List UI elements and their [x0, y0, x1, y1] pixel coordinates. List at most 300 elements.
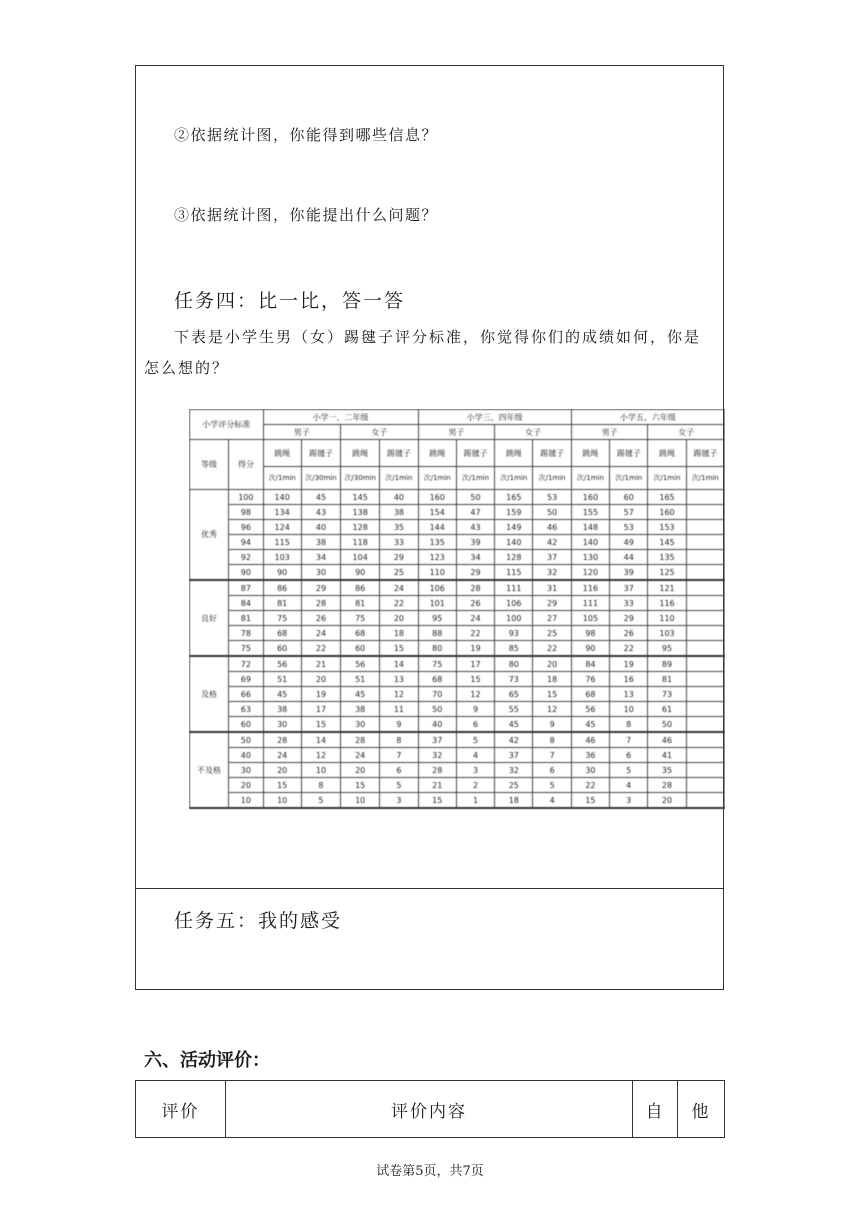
- standard-value: 120: [571, 565, 609, 581]
- standard-value: 103: [263, 550, 301, 565]
- standard-value: 9: [456, 702, 494, 717]
- standard-value: 18: [495, 793, 533, 809]
- score-row: [190, 778, 725, 793]
- score-value: 87: [229, 580, 263, 596]
- eval-header-label: 评价: [136, 1081, 226, 1138]
- score-value: 94: [229, 535, 263, 550]
- standard-value: 128: [495, 550, 533, 565]
- standard-value: 55: [495, 702, 533, 717]
- standard-value: 106: [495, 596, 533, 611]
- standard-value: 6: [380, 763, 418, 778]
- standard-value: 50: [456, 490, 494, 505]
- standard-value: [686, 626, 724, 641]
- standard-value: 20: [341, 763, 380, 778]
- level-name: 不及格: [190, 732, 229, 808]
- standard-value: 50: [648, 717, 686, 733]
- standard-value: 30: [301, 565, 340, 581]
- standard-value: [686, 702, 724, 717]
- standard-value: 42: [495, 732, 533, 748]
- standard-value: 21: [301, 656, 340, 672]
- standard-value: 32: [418, 748, 456, 763]
- standard-value: 118: [341, 535, 380, 550]
- score-row: [190, 505, 725, 520]
- score-value: 84: [229, 596, 263, 611]
- standard-value: 27: [533, 611, 571, 626]
- gender-header: 女子: [495, 425, 572, 440]
- score-row: [190, 580, 725, 596]
- score-header: 得分: [229, 440, 263, 490]
- score-row: [190, 687, 725, 702]
- standard-value: [686, 748, 724, 763]
- item-header: 踢毽子: [533, 440, 571, 467]
- standard-value: [686, 732, 724, 748]
- score-row: [190, 535, 725, 550]
- score-value: 50: [229, 732, 263, 748]
- standard-value: 40: [380, 490, 418, 505]
- standard-value: 25: [380, 565, 418, 581]
- standard-value: 20: [648, 793, 686, 809]
- standard-value: 56: [341, 656, 380, 672]
- score-value: 40: [229, 748, 263, 763]
- standard-value: 80: [418, 641, 456, 657]
- evaluation-header-row: [136, 1081, 725, 1138]
- unit-header: 次/1min: [533, 467, 571, 490]
- standard-value: 65: [495, 687, 533, 702]
- score-row: [190, 672, 725, 687]
- standard-value: 12: [533, 702, 571, 717]
- standard-value: 29: [610, 611, 648, 626]
- standard-value: 15: [571, 793, 609, 809]
- standard-value: 22: [533, 641, 571, 657]
- standard-value: 85: [495, 641, 533, 657]
- standard-value: 144: [418, 520, 456, 535]
- standard-value: 60: [610, 490, 648, 505]
- score-row: [190, 596, 725, 611]
- item-header: 跳绳: [341, 440, 380, 467]
- standard-value: 36: [571, 748, 609, 763]
- standard-value: 148: [571, 520, 609, 535]
- score-value: 60: [229, 717, 263, 733]
- item-header: 踢毽子: [686, 440, 724, 467]
- task4-title: 任务四：比一比，答一答: [174, 290, 406, 312]
- standard-value: 12: [301, 748, 340, 763]
- score-value: 66: [229, 687, 263, 702]
- standard-value: 28: [341, 732, 380, 748]
- standard-value: 90: [341, 565, 380, 581]
- standard-value: [686, 717, 724, 733]
- standard-value: 22: [301, 641, 340, 657]
- standard-value: 154: [418, 505, 456, 520]
- standard-value: 123: [418, 550, 456, 565]
- standard-value: [686, 520, 724, 535]
- standard-value: 41: [648, 748, 686, 763]
- standard-value: 40: [301, 520, 340, 535]
- standard-value: 81: [648, 672, 686, 687]
- standard-value: [686, 656, 724, 672]
- gender-header: 女子: [341, 425, 419, 440]
- standard-value: 37: [610, 580, 648, 596]
- standard-value: 104: [341, 550, 380, 565]
- score-value: 10: [229, 793, 263, 809]
- standard-value: 124: [263, 520, 301, 535]
- standard-value: [686, 611, 724, 626]
- standard-value: 125: [648, 565, 686, 581]
- standard-value: 45: [341, 687, 380, 702]
- standard-value: 135: [418, 535, 456, 550]
- standard-value: 15: [301, 717, 340, 733]
- standard-value: 9: [533, 717, 571, 733]
- standard-value: 111: [495, 580, 533, 596]
- gender-header: 女子: [648, 425, 725, 440]
- score-header-row: [190, 410, 725, 425]
- standard-value: 7: [610, 732, 648, 748]
- score-row: [190, 641, 725, 657]
- standard-value: 28: [301, 596, 340, 611]
- grade-group-header: 小学一、二年级: [263, 410, 418, 425]
- standard-value: 165: [648, 490, 686, 505]
- standard-value: 106: [418, 580, 456, 596]
- unit-header: 次/1min: [456, 467, 494, 490]
- standard-value: 30: [341, 717, 380, 733]
- standard-value: [686, 550, 724, 565]
- standard-value: 57: [610, 505, 648, 520]
- unit-header: 次/1min: [686, 467, 724, 490]
- standard-value: 165: [495, 490, 533, 505]
- standard-value: 5: [456, 732, 494, 748]
- unit-header: 次/30min: [301, 467, 340, 490]
- standard-value: 101: [418, 596, 456, 611]
- standard-value: 84: [571, 656, 609, 672]
- standard-value: [686, 641, 724, 657]
- standard-value: 47: [456, 505, 494, 520]
- standard-value: [686, 793, 724, 809]
- standard-value: 38: [301, 535, 340, 550]
- score-row: [190, 490, 725, 505]
- standard-value: 88: [418, 626, 456, 641]
- standard-value: 160: [571, 490, 609, 505]
- standard-value: 10: [263, 793, 301, 809]
- standard-value: 138: [341, 505, 380, 520]
- standard-value: 35: [380, 520, 418, 535]
- standard-value: 7: [533, 748, 571, 763]
- standard-value: 68: [571, 687, 609, 702]
- standard-value: 31: [533, 580, 571, 596]
- question-2: ②依据统计图，你能得到哪些信息？: [174, 126, 439, 144]
- standard-value: [686, 687, 724, 702]
- standard-value: 80: [495, 656, 533, 672]
- standard-value: 155: [571, 505, 609, 520]
- eval-header-self: 自: [633, 1081, 678, 1138]
- standard-value: 45: [495, 717, 533, 733]
- unit-header: 次/1min: [648, 467, 686, 490]
- standard-value: [686, 565, 724, 581]
- standard-value: 34: [301, 550, 340, 565]
- standard-value: 70: [418, 687, 456, 702]
- standard-value: 1: [456, 793, 494, 809]
- standard-value: 53: [610, 520, 648, 535]
- standard-value: 10: [610, 702, 648, 717]
- standard-value: 18: [380, 626, 418, 641]
- standard-value: 37: [495, 748, 533, 763]
- unit-header: 次/1min: [610, 467, 648, 490]
- standard-value: 3: [380, 793, 418, 809]
- item-header: 踢毽子: [380, 440, 418, 467]
- standard-value: 110: [648, 611, 686, 626]
- standard-value: 28: [418, 763, 456, 778]
- standard-value: 20: [533, 656, 571, 672]
- level-name: 及格: [190, 656, 229, 732]
- standard-value: 19: [301, 687, 340, 702]
- score-value: 90: [229, 565, 263, 581]
- standard-value: 49: [610, 535, 648, 550]
- standard-value: 38: [263, 702, 301, 717]
- score-value: 69: [229, 672, 263, 687]
- standard-value: 153: [648, 520, 686, 535]
- score-row: [190, 565, 725, 581]
- standard-value: 20: [263, 763, 301, 778]
- gender-header: 男子: [418, 425, 495, 440]
- standard-value: [686, 596, 724, 611]
- standard-value: 33: [380, 535, 418, 550]
- standard-value: 140: [263, 490, 301, 505]
- standard-value: 134: [263, 505, 301, 520]
- eval-header-content: 评价内容: [225, 1081, 632, 1138]
- standard-value: 16: [610, 672, 648, 687]
- standard-value: 14: [380, 656, 418, 672]
- standard-value: 90: [571, 641, 609, 657]
- standard-value: 45: [263, 687, 301, 702]
- standard-value: 3: [610, 793, 648, 809]
- standard-value: 128: [341, 520, 380, 535]
- standard-value: 17: [301, 702, 340, 717]
- score-value: 100: [229, 490, 263, 505]
- standard-value: 56: [571, 702, 609, 717]
- standard-value: [686, 763, 724, 778]
- item-header: 跳绳: [418, 440, 456, 467]
- standard-value: 19: [610, 656, 648, 672]
- standard-value: 11: [380, 702, 418, 717]
- standard-value: 75: [418, 656, 456, 672]
- standard-value: 135: [648, 550, 686, 565]
- standard-value: [686, 580, 724, 596]
- score-value: 20: [229, 778, 263, 793]
- standard-value: 111: [571, 596, 609, 611]
- standard-value: 73: [495, 672, 533, 687]
- standard-value: 116: [648, 596, 686, 611]
- score-row: [190, 611, 725, 626]
- standard-value: 159: [495, 505, 533, 520]
- standard-value: 12: [380, 687, 418, 702]
- standard-value: 50: [418, 702, 456, 717]
- item-header: 踢毽子: [610, 440, 648, 467]
- standard-value: 29: [301, 580, 340, 596]
- standard-value: 25: [495, 778, 533, 793]
- standard-value: 60: [341, 641, 380, 657]
- standard-value: 29: [533, 596, 571, 611]
- standard-value: 53: [533, 490, 571, 505]
- standard-value: 145: [648, 535, 686, 550]
- standard-value: 95: [418, 611, 456, 626]
- standard-value: 89: [648, 656, 686, 672]
- standard-value: 86: [263, 580, 301, 596]
- eval-header-other: 他: [678, 1081, 725, 1138]
- standard-value: [686, 490, 724, 505]
- standard-value: 5: [610, 763, 648, 778]
- unit-header: 次/1min: [380, 467, 418, 490]
- standard-value: 86: [341, 580, 380, 596]
- standard-value: 2: [456, 778, 494, 793]
- standard-value: 37: [533, 550, 571, 565]
- standard-value: 73: [648, 687, 686, 702]
- task-frame: [135, 65, 724, 990]
- standard-value: 22: [380, 596, 418, 611]
- standard-value: 160: [648, 505, 686, 520]
- standard-value: 28: [648, 778, 686, 793]
- standard-value: 81: [263, 596, 301, 611]
- standard-value: [686, 778, 724, 793]
- standard-value: 160: [418, 490, 456, 505]
- standard-value: 7: [380, 748, 418, 763]
- standard-value: 8: [610, 717, 648, 733]
- standard-value: 22: [610, 641, 648, 657]
- score-row: [190, 732, 725, 748]
- standard-value: 21: [418, 778, 456, 793]
- standard-value: 15: [418, 793, 456, 809]
- score-row: [190, 520, 725, 535]
- standard-value: 18: [533, 672, 571, 687]
- standard-value: 130: [571, 550, 609, 565]
- standard-value: 5: [533, 778, 571, 793]
- standard-value: 81: [341, 596, 380, 611]
- item-header-row: [190, 440, 725, 467]
- standard-value: 12: [456, 687, 494, 702]
- standard-value: 68: [418, 672, 456, 687]
- standard-value: 26: [301, 611, 340, 626]
- standard-value: 60: [263, 641, 301, 657]
- item-header: 跳绳: [648, 440, 686, 467]
- standard-value: 26: [456, 596, 494, 611]
- score-row: [190, 656, 725, 672]
- grade-group-header: 小学五、六年级: [571, 410, 724, 425]
- standard-value: 24: [341, 748, 380, 763]
- standard-value: 35: [648, 763, 686, 778]
- score-value: 30: [229, 763, 263, 778]
- standard-value: 61: [648, 702, 686, 717]
- standard-value: 93: [495, 626, 533, 641]
- standard-value: 15: [380, 641, 418, 657]
- grade-group-header: 小学三、四年级: [418, 410, 571, 425]
- level-name: 良好: [190, 580, 229, 656]
- standard-value: 29: [456, 565, 494, 581]
- question-3: ③依据统计图，你能提出什么问题？: [174, 206, 439, 224]
- evaluation-table: [135, 1080, 725, 1138]
- item-header: 踢毽子: [301, 440, 340, 467]
- standard-value: 26: [610, 626, 648, 641]
- standard-value: [686, 505, 724, 520]
- score-standard-table: [189, 409, 725, 809]
- standard-value: 5: [301, 793, 340, 809]
- standard-value: 8: [380, 732, 418, 748]
- task4-paragraph: 下表是小学生男（女）踢毽子评分标准，你觉得你们的成绩如何，你是怎么想的？: [144, 328, 702, 377]
- standard-value: 24: [301, 626, 340, 641]
- gender-header-row: [190, 425, 725, 440]
- standard-value: 51: [341, 672, 380, 687]
- standard-value: 46: [533, 520, 571, 535]
- standard-value: 13: [610, 687, 648, 702]
- standard-value: 10: [341, 793, 380, 809]
- standard-value: 15: [341, 778, 380, 793]
- standard-value: 121: [648, 580, 686, 596]
- score-value: 75: [229, 641, 263, 657]
- standard-value: 145: [341, 490, 380, 505]
- page-footer: 试卷第5页，共7页: [376, 1164, 484, 1179]
- score-row: [190, 793, 725, 809]
- standard-value: 37: [418, 732, 456, 748]
- score-value: 63: [229, 702, 263, 717]
- standard-value: 76: [571, 672, 609, 687]
- score-row: [190, 717, 725, 733]
- standard-value: 25: [533, 626, 571, 641]
- divider-line: [136, 888, 723, 889]
- task5-title: 任务五：我的感受: [174, 910, 343, 932]
- standard-value: 32: [495, 763, 533, 778]
- standard-value: 75: [341, 611, 380, 626]
- score-row: [190, 748, 725, 763]
- level-name: 优秀: [190, 490, 229, 581]
- standard-value: 149: [495, 520, 533, 535]
- standard-value: 17: [456, 656, 494, 672]
- standard-value: 15: [263, 778, 301, 793]
- standard-value: 15: [533, 687, 571, 702]
- unit-header: 次/30min: [341, 467, 380, 490]
- standard-value: 29: [380, 550, 418, 565]
- standard-value: 8: [301, 778, 340, 793]
- standard-value: 30: [263, 717, 301, 733]
- standard-value: 110: [418, 565, 456, 581]
- standard-value: 140: [571, 535, 609, 550]
- standard-value: 34: [456, 550, 494, 565]
- score-value: 92: [229, 550, 263, 565]
- standard-value: 22: [571, 778, 609, 793]
- standard-value: 4: [533, 793, 571, 809]
- item-header: 跳绳: [263, 440, 301, 467]
- standard-value: 98: [571, 626, 609, 641]
- standard-value: 22: [456, 626, 494, 641]
- standard-value: 115: [495, 565, 533, 581]
- standard-value: 43: [456, 520, 494, 535]
- standard-value: 100: [495, 611, 533, 626]
- standard-value: 116: [571, 580, 609, 596]
- score-value: 98: [229, 505, 263, 520]
- standard-value: 90: [263, 565, 301, 581]
- standard-value: 42: [533, 535, 571, 550]
- standard-value: 14: [301, 732, 340, 748]
- standard-value: 103: [648, 626, 686, 641]
- score-row: [190, 550, 725, 565]
- standard-value: 20: [301, 672, 340, 687]
- item-header: 踢毽子: [456, 440, 494, 467]
- unit-header: 次/1min: [571, 467, 609, 490]
- standard-value: 19: [456, 641, 494, 657]
- score-table-title: 小学评分标准: [190, 410, 264, 440]
- section-title: 六、活动评价：: [144, 1050, 270, 1071]
- standard-value: 50: [533, 505, 571, 520]
- standard-value: 4: [456, 748, 494, 763]
- standard-value: 38: [341, 702, 380, 717]
- standard-value: 39: [456, 535, 494, 550]
- standard-value: 5: [380, 778, 418, 793]
- unit-header: 次/1min: [263, 467, 301, 490]
